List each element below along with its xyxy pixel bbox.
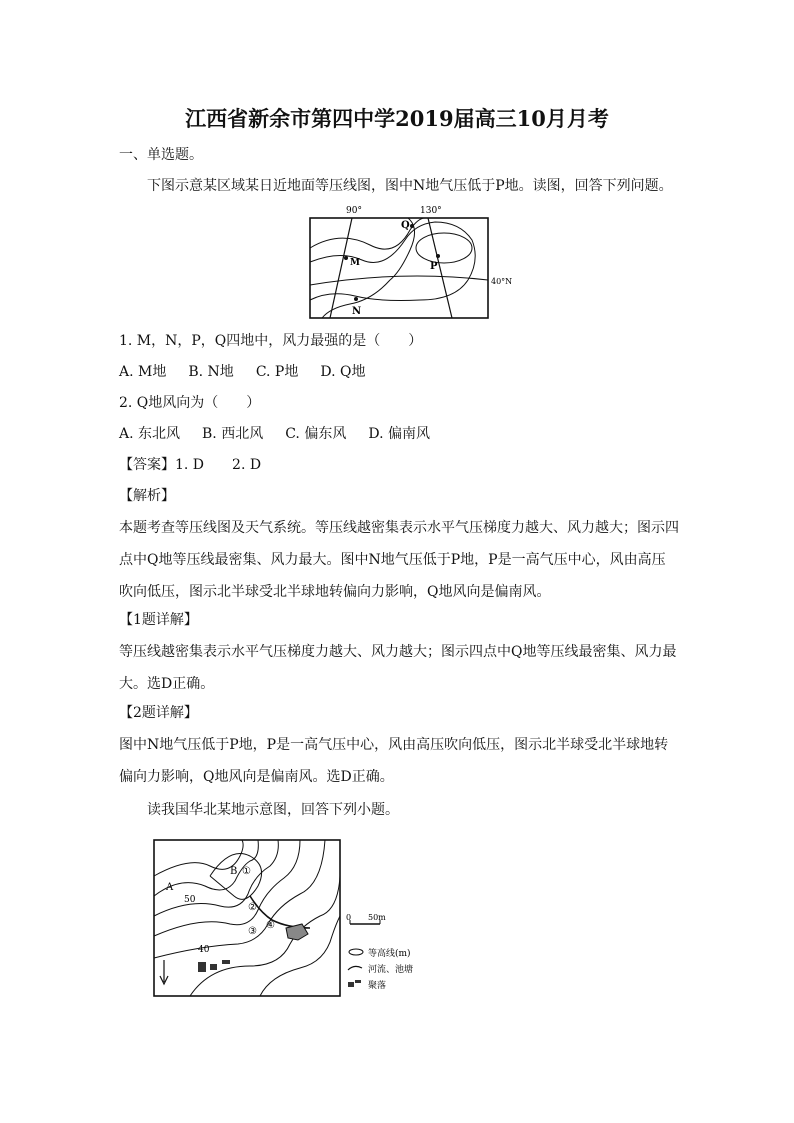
point-n-label: N	[352, 306, 362, 317]
settlement-2	[210, 964, 217, 970]
legend-settlement-label: 聚落	[368, 981, 387, 991]
question-1-options	[119, 362, 387, 382]
section-heading: 一、单选题。	[119, 147, 203, 163]
question-1-stem: 1. M，N，P，Q四地中，风力最强的是（ ）	[119, 333, 423, 349]
isobar-map	[300, 200, 513, 325]
settlement-1	[198, 962, 206, 972]
contour-label-50: 50	[184, 895, 196, 905]
legend-river-icon	[348, 966, 362, 970]
contour-3	[154, 840, 278, 916]
contour-map	[150, 836, 440, 1002]
point-q-label: Q	[401, 220, 410, 231]
label-4: ④	[266, 920, 275, 931]
detail-1-text: 等压线越密集表示水平气压梯度力越大、风力越大；图示四点中Q地等压线最密集、风力最大。选D正确。	[119, 644, 677, 692]
question-intro-2: 读我国华北某地示意图，回答下列小题。	[147, 802, 399, 818]
legend-settlement-icon-2	[355, 980, 361, 983]
page-title: 江西省新余市第四中学2019届高三10月月考	[185, 106, 609, 131]
label-b: B	[230, 866, 238, 877]
analysis-label: 【解析】	[119, 488, 175, 504]
meridian-90	[330, 218, 352, 318]
legend-settlement-icon-1	[348, 982, 354, 987]
scale-zero: 0	[346, 913, 352, 922]
analysis-text: 本题考查等压线图及天气系统。等压线越密集表示水平气压梯度力越大、风力越大；图示四点中Q地等压线最密集、风力最大。图中N地气压低于P地，P是一高气压中心，风由高压吹向低压，图示北半球受北半球地转偏向力影响，Q地风向是偏南风。	[119, 520, 679, 600]
parallel-40n	[310, 276, 488, 285]
point-p-label: P	[430, 261, 438, 272]
label-2: ②	[248, 902, 257, 913]
answer-1: 1. D	[175, 457, 205, 473]
option-d: D. 偏南风	[368, 426, 430, 442]
contour-label-40: 40	[198, 945, 210, 955]
label-1: ①	[242, 866, 251, 877]
point-n-dot	[354, 297, 358, 301]
option-a: A. 东北风	[119, 426, 181, 442]
point-q-dot	[410, 224, 414, 228]
contour-6	[190, 876, 340, 996]
detail-1-label: 【1题详解】	[119, 612, 198, 628]
legend-contour-label: 等高线(m)	[368, 949, 411, 959]
label-a: A	[166, 882, 174, 893]
river	[250, 896, 310, 928]
point-p-dot	[436, 254, 440, 258]
question-2-options	[119, 424, 452, 444]
high-pressure-centre	[416, 233, 472, 263]
option-d: D. Q地	[320, 364, 366, 380]
option-c: C. 偏东风	[285, 426, 347, 442]
map-frame	[310, 218, 488, 318]
question-2-stem: 2. Q地风向为（ ）	[119, 395, 261, 411]
question-intro-1: 下图示意某区域某日近地面等压线图，图中N地气压低于P地。读图，回答下列问题。	[147, 178, 673, 194]
legend-river-label: 河流、池塘	[368, 965, 414, 975]
answer-label: 【答案】	[119, 457, 175, 473]
answer-2: 2. D	[232, 457, 262, 473]
option-b: B. N地	[188, 364, 234, 380]
answer-line	[119, 455, 289, 475]
option-b: B. 西北风	[202, 426, 264, 442]
scale-50m: 50m	[368, 913, 386, 922]
lon-label-left: 90°	[346, 206, 362, 216]
detail-2-text: 图中N地气压低于P地，P是一高气压中心，风由高压吹向低压，图示北半球受北半球地转偏向力影响，Q地风向是偏南风。选D正确。	[119, 737, 669, 785]
lat-label: 40°N	[491, 277, 513, 286]
point-m-dot	[344, 256, 348, 260]
lon-label-right: 130°	[420, 206, 442, 216]
option-c: C. P地	[255, 364, 299, 380]
isobar-3	[322, 218, 415, 318]
detail-2-label: 【2题详解】	[119, 705, 198, 721]
point-m-label: M	[350, 258, 360, 268]
legend-contour-icon	[349, 949, 363, 955]
settlement-3	[222, 960, 230, 964]
option-a: A. M地	[119, 364, 167, 380]
label-3: ③	[248, 926, 257, 937]
